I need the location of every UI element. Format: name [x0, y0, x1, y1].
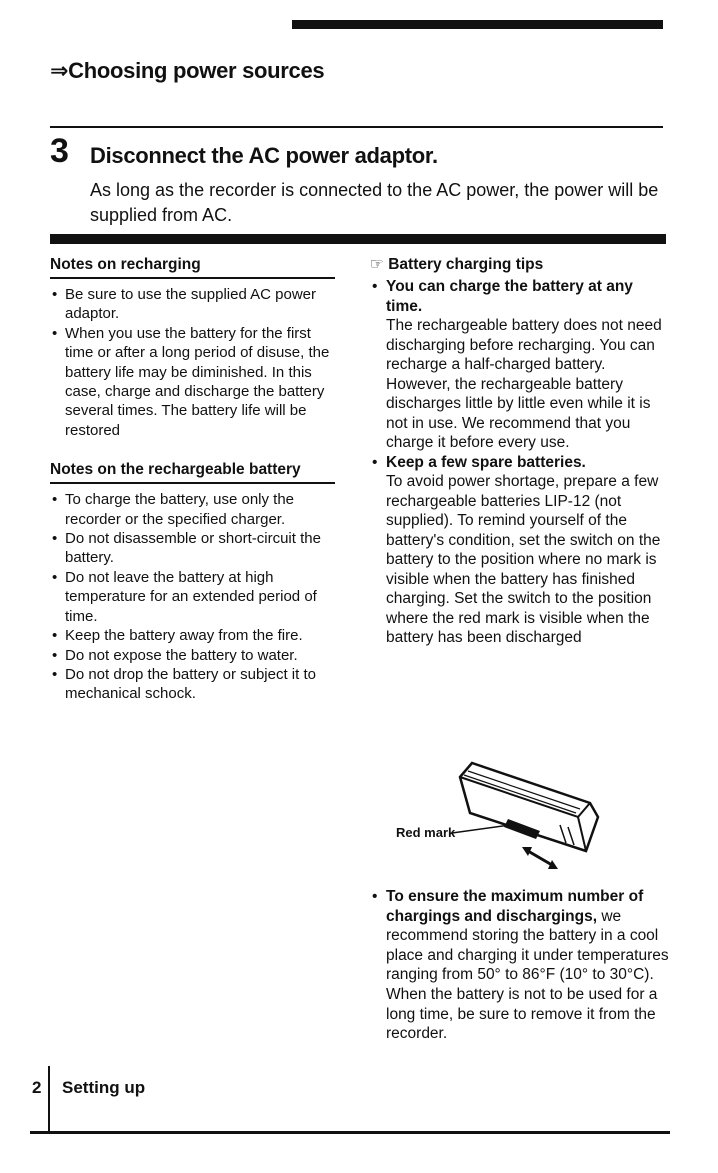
pointing-hand-icon: ☞	[370, 256, 384, 273]
tip-item	[370, 277, 670, 453]
step-number: 3	[50, 132, 69, 170]
red-mark-label: Red mark	[396, 825, 456, 840]
footer-vertical-rule	[48, 1066, 50, 1132]
notes-battery-heading: Notes on the rechargeable battery	[50, 460, 335, 484]
step-body: As long as the recorder is connected to the AC power, the power will be supplied from AC.	[90, 180, 659, 225]
list-item: • Do not expose the battery to water.	[50, 646, 335, 665]
list-item: • When you use the battery for the first time or after a long period of disuse, the battery life may be diminished. In this case, charge and discharge the battery several times. The battery life will be restored	[50, 324, 335, 440]
tip-item	[370, 453, 670, 648]
tip-text: we recommend storing the battery in a cool place and charging it under temperatures ranging from 50° to 86°F (10° to 30°C). When the battery is not to be used for a long time, be sure to remove it from the recorder.	[386, 907, 669, 1043]
list-item: • To charge the battery, use only the recorder or the specified charger.	[50, 490, 335, 529]
notes-recharging-list	[50, 285, 335, 440]
notes-column	[50, 255, 335, 704]
list-item: • Do not leave the battery at high temperature for an extended period of time.	[50, 568, 335, 626]
tip-lead: • You can charge the battery at any time.	[386, 278, 633, 315]
list-item: • Do not drop the battery or subject it to mechanical schock.	[50, 665, 335, 704]
list-item: • Be sure to use the supplied AC power adaptor.	[50, 285, 335, 324]
lower-tip	[370, 887, 670, 1044]
tips-heading-row	[370, 255, 670, 275]
step-rule	[50, 126, 663, 128]
battery-drawing	[390, 755, 620, 880]
page-number: 2	[32, 1078, 42, 1097]
footer-label: Setting up	[62, 1078, 146, 1097]
tip-lead: To ensure the maximum number of chargings and dischargings,	[386, 888, 644, 925]
tip-text: To avoid power shortage, prepare a few rechargeable batteries LIP-12 (not supplied). To remind yourself of the battery's condition, set the switch on the battery to the position where no mark is visible when the battery has finished charging. Set the switch to the position where the red mark is visible when the battery has been discharged	[386, 473, 661, 646]
tip-item	[370, 887, 670, 1044]
section-header: ⇒Choosing power sources	[50, 58, 325, 83]
notes-battery-list	[50, 490, 335, 703]
footer-rule	[30, 1131, 670, 1134]
section-divider	[50, 234, 666, 244]
tip-text: The rechargeable battery does not need discharging before recharging. You can recharge a half-charged battery. However, the rechargeable battery discharges little by little even while it is not in use. We recommend that you charge it before every use.	[386, 317, 662, 451]
tips-column	[370, 255, 670, 648]
list-item: • Keep the battery away from the fire.	[50, 626, 335, 645]
tip-lead: • Keep a few spare batteries.	[386, 453, 586, 471]
step-title: Disconnect the AC power adaptor.	[90, 143, 438, 168]
battery-illustration	[390, 755, 620, 880]
tips-heading: Battery charging tips	[388, 256, 544, 273]
top-rule	[292, 20, 663, 29]
list-item: • Do not disassemble or short-circuit the battery.	[50, 529, 335, 568]
notes-recharging-heading: Notes on recharging	[50, 255, 335, 279]
